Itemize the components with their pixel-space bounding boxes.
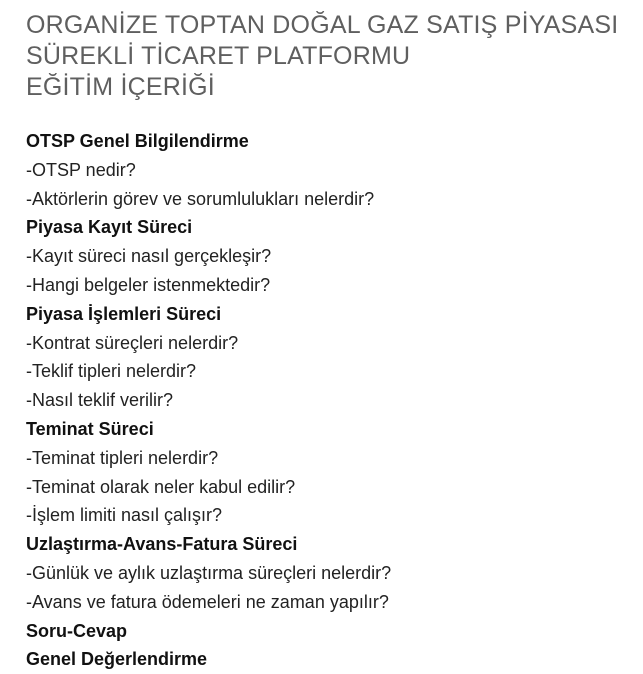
document-title <box>26 10 636 103</box>
section-item: -Avans ve fatura ödemeleri ne zaman yapılır? <box>26 591 389 612</box>
section-otsp-general <box>26 127 636 213</box>
document-page <box>26 10 636 674</box>
section-qa <box>26 617 636 646</box>
section-heading: OTSP Genel Bilgilendirme <box>26 131 249 151</box>
section-item: -İşlem limiti nasıl çalışır? <box>26 505 223 526</box>
section-collateral <box>26 415 636 530</box>
section-heading: Piyasa İşlemleri Süreci <box>26 303 222 324</box>
section-item: -Kontrat süreçleri nelerdir? <box>26 332 239 353</box>
section-heading: Teminat Süreci <box>26 418 154 439</box>
training-content-list <box>26 127 636 674</box>
section-item: -Hangi belgeler istenmektedir? <box>26 274 271 295</box>
title-line: ORGANİZE TOPTAN DOĞAL GAZ SATIŞ PİYASASI <box>26 11 619 39</box>
title-line: SÜREKLİ TİCARET PLATFORMU <box>26 42 411 70</box>
section-item: -OTSP nedir? <box>26 159 136 180</box>
section-heading: Soru-Cevap <box>26 620 128 641</box>
section-item: -Kayıt süreci nasıl gerçekleşir? <box>26 246 272 267</box>
section-item: -Nasıl teklif verilir? <box>26 390 174 411</box>
section-market-registration <box>26 213 636 299</box>
section-item: -Teminat tipleri nelerdir? <box>26 447 219 468</box>
section-heading: Uzlaştırma-Avans-Fatura Süreci <box>26 534 298 555</box>
section-item: -Teklif tipleri nelerdir? <box>26 361 197 382</box>
section-item: -Günlük ve aylık uzlaştırma süreçleri nelerdir? <box>26 562 392 583</box>
section-market-operations <box>26 300 636 415</box>
section-general-evaluation <box>26 645 636 674</box>
section-item: -Aktörlerin görev ve sorumlulukları nelerdir? <box>26 188 375 209</box>
title-line: EĞİTİM İÇERİĞİ <box>26 73 215 101</box>
section-item: -Teminat olarak neler kabul edilir? <box>26 476 296 497</box>
section-heading: Piyasa Kayıt Süreci <box>26 217 193 238</box>
section-settlement-advance-invoice <box>26 530 636 616</box>
section-heading: Genel Değerlendirme <box>26 649 208 670</box>
